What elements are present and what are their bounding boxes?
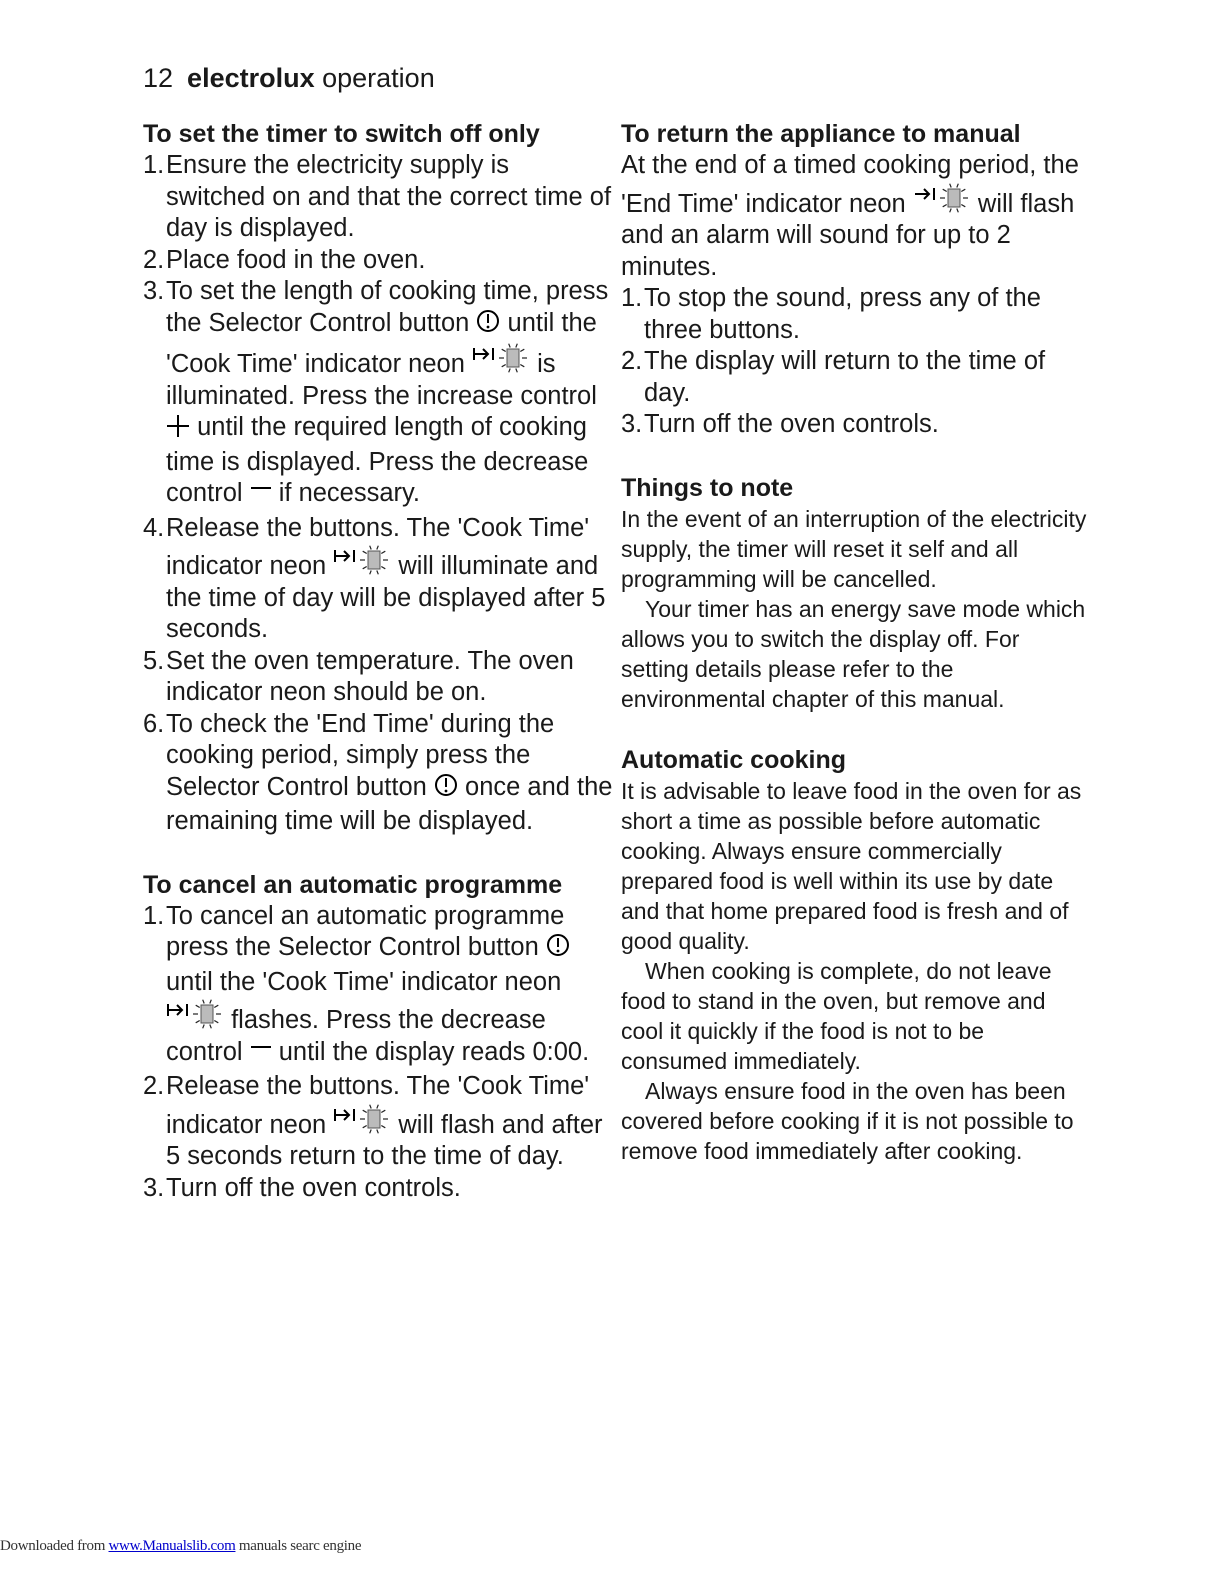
switch-off-steps <box>143 150 613 838</box>
step-text: The display will return to the time of day. <box>644 347 1046 407</box>
section-name: operation <box>322 63 435 93</box>
step-number: 1. <box>621 284 643 312</box>
page-header <box>143 60 435 96</box>
cancel-steps <box>143 901 613 1205</box>
list-item <box>621 346 1091 409</box>
step-text: until the display reads 0:00. <box>278 1037 590 1066</box>
step-number: 2. <box>143 245 165 274</box>
step-text: Turn off the oven controls. <box>166 1173 461 1202</box>
step-text: Ensure the electricity supply is switched on and that the correct time of day is displayed. <box>166 151 612 242</box>
step-number: 2. <box>621 347 643 375</box>
paragraph: Your timer has an energy save mode which allows you to switch the display off. For setting details please refer to the environmental chapter of this manual. <box>621 595 1086 712</box>
list-item <box>621 409 1091 441</box>
step-text: until the required length of cooking time is displayed. Press the decrease control <box>166 413 589 507</box>
cook-time-neon-icon <box>333 544 391 576</box>
step-number: 5. <box>143 646 165 675</box>
step-number: 6. <box>143 709 165 738</box>
step-text: Turn off the oven controls. <box>644 410 939 438</box>
step-text: flashes. Press the decrease control <box>166 1006 546 1066</box>
step-number: 1. <box>143 151 165 179</box>
list-item <box>143 513 613 646</box>
step-number: 3. <box>143 1173 165 1202</box>
spacer <box>143 838 613 869</box>
download-footer <box>0 1538 361 1555</box>
brand-name: electrolux <box>187 63 315 93</box>
step-text: once and the remaining time will be displayed. <box>166 772 613 835</box>
manualslib-link[interactable]: www.Manualslib.com <box>108 1538 236 1554</box>
list-item <box>621 283 1091 346</box>
step-text: will illuminate and the time of day will be displayed after 5 seconds. <box>166 552 606 643</box>
step-text: if necessary. <box>278 479 420 507</box>
list-item <box>143 646 613 709</box>
return-steps <box>621 283 1091 441</box>
spacer <box>621 441 1091 472</box>
footer-prefix: Downloaded from <box>0 1538 106 1554</box>
step-text: To check the 'End Time' during the cooking period, simply press the Selector Control button <box>166 709 555 801</box>
selector-button-icon <box>546 932 570 967</box>
step-number: 1. <box>143 901 165 930</box>
list-item <box>143 1071 613 1173</box>
step-text: Place food in the oven. <box>166 245 426 274</box>
list-item <box>143 276 613 513</box>
list-item <box>143 709 613 838</box>
decrease-minus-icon <box>250 1039 272 1072</box>
list-item <box>143 901 613 1072</box>
heading-things-to-note: Things to note <box>621 473 794 502</box>
step-text: is illuminated. Press the increase control <box>166 350 597 410</box>
step-text: Release the buttons. The 'Cook Time' indicator neon <box>166 513 590 580</box>
paragraph: Always ensure food in the oven has been covered before cooking if it is not possible to remove food immediately after cooking. <box>621 1077 1074 1164</box>
things-to-note-body <box>621 504 1091 714</box>
selector-button-icon <box>434 772 458 807</box>
heading-return-to-manual: To return the appliance to manual <box>621 120 1021 148</box>
step-text: Set the oven temperature. The oven indicator neon should be on. <box>166 646 574 706</box>
footer-suffix: manuals searc engine <box>235 1538 362 1554</box>
step-text: until the 'Cook Time' indicator neon <box>166 967 562 996</box>
paragraph: It is advisable to leave food in the oven for as short a time as possible before automatic cooking. Always ensure commercially prepared food is well within its use by date and that home prepared food is fresh and of good quality. <box>621 777 1082 954</box>
heading-switch-off-only: To set the timer to switch off only <box>143 120 540 148</box>
step-text: To cancel an automatic programme press the Selector Control button <box>166 901 565 961</box>
step-number: 3. <box>143 277 165 305</box>
automatic-cooking-body <box>621 776 1091 1166</box>
paragraph-text: At the end of a timed cooking period, the 'End Time' indicator neon <box>621 151 1079 218</box>
step-number: 4. <box>143 513 165 542</box>
step-number: 2. <box>143 1072 165 1100</box>
heading-cancel-programme: To cancel an automatic programme <box>143 870 563 899</box>
end-time-neon-icon <box>913 182 971 214</box>
list-item <box>143 1173 613 1205</box>
cook-time-neon-icon <box>472 342 530 374</box>
heading-automatic-cooking: Automatic cooking <box>621 745 847 774</box>
spacer <box>621 714 1091 744</box>
paragraph: When cooking is complete, do not leave food to stand in the oven, but remove and cool it quickly if the food is not to be consumed immediately. <box>621 957 1052 1074</box>
left-column <box>143 118 613 1204</box>
step-number: 3. <box>621 410 643 438</box>
page-number: 12 <box>143 63 174 93</box>
step-text: To set the length of cooking time, press the Selector Control button <box>166 277 609 337</box>
return-intro <box>621 150 1091 283</box>
paragraph-text: will flash and an alarm will sound for up to 2 minutes. <box>621 189 1075 281</box>
step-text: until the 'Cook Time' indicator neon <box>166 308 597 378</box>
list-item <box>143 245 613 277</box>
paragraph: In the event of an interruption of the electricity supply, the timer will reset it self and all programming will be cancelled. <box>621 505 1087 592</box>
increase-plus-icon <box>166 414 190 447</box>
step-text: will flash and after 5 seconds return to the time of day. <box>166 1110 603 1170</box>
cook-time-neon-icon <box>166 998 224 1030</box>
step-text: Release the buttons. The 'Cook Time' indicator neon <box>166 1072 590 1139</box>
right-column <box>621 118 1091 1166</box>
step-text: To stop the sound, press any of the three buttons. <box>644 284 1041 344</box>
decrease-minus-icon <box>250 480 272 513</box>
selector-button-icon <box>476 308 500 343</box>
list-item <box>143 150 613 245</box>
cook-time-neon-icon <box>333 1103 391 1135</box>
